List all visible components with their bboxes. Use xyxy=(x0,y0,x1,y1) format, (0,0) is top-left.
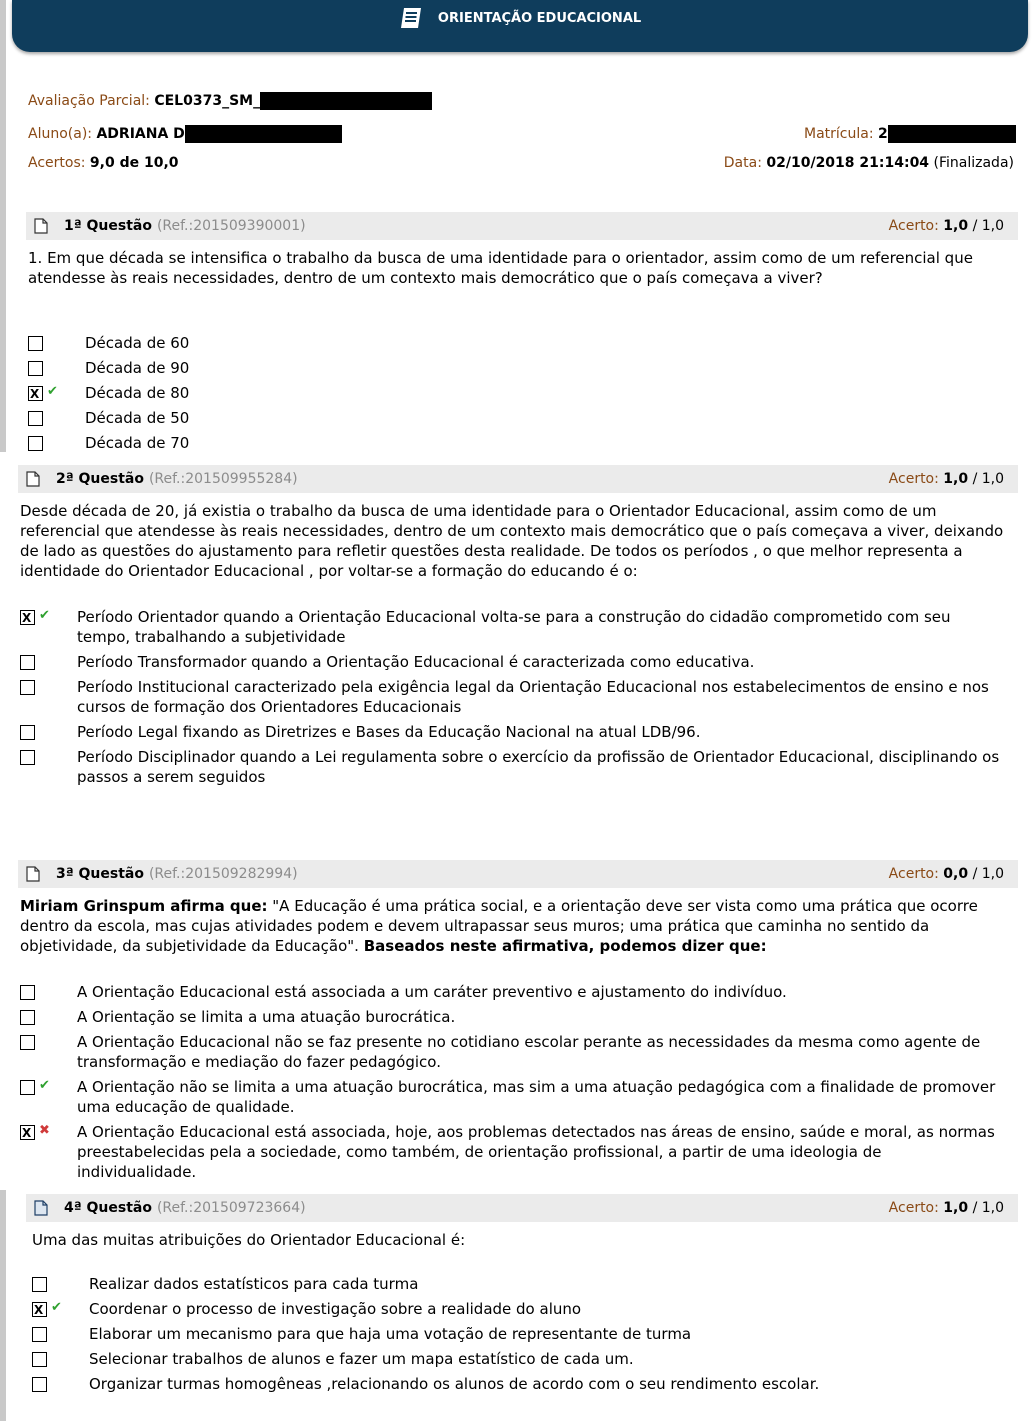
avaliacao-row xyxy=(28,92,432,110)
answer-option[interactable] xyxy=(32,1349,1007,1369)
answer-option-label: Coordenar o processo de investigação sobre a realidade do aluno xyxy=(89,1300,582,1318)
document-icon xyxy=(34,218,48,234)
answer-option[interactable] xyxy=(20,1032,1005,1072)
question-score: Acerto: 1,0 / 1,0 xyxy=(888,1200,1004,1216)
answer-option-label: Década de 60 xyxy=(85,334,190,352)
question-ref: (Ref.:201509282994) xyxy=(148,866,298,882)
status-text: (Finalizada) xyxy=(933,155,1014,171)
answer-option[interactable] xyxy=(20,747,1005,787)
answer-option[interactable] xyxy=(28,383,1003,403)
checked-checkbox[interactable] xyxy=(20,1125,35,1140)
checkbox[interactable] xyxy=(28,436,43,451)
question-ref: (Ref.:201509390001) xyxy=(156,218,306,234)
question-4-text: Uma das muitas atribuições do Orientador Educacional é: xyxy=(32,1231,466,1249)
aluno-value: ADRIANA D xyxy=(96,126,185,142)
acertos-label: Acertos: xyxy=(28,155,86,171)
answer-option-label: Elaborar um mecanismo para que haja uma votação de representante de turma xyxy=(89,1325,692,1343)
answer-option[interactable] xyxy=(28,333,1003,353)
document-icon xyxy=(26,471,40,487)
question-ref: (Ref.:201509723664) xyxy=(156,1200,306,1216)
checked-checkbox[interactable] xyxy=(28,386,43,401)
question-3-text: Miriam Grinspum afirma que: "A Educação é uma prática social, e a orientação deve ser vista como uma prática que ocorre dentro da escola, mas cujas atividades podem e devem ultrapassar seus muros; uma prática que caminha no sentido da objetividade, da subjetividade da Educação". Baseados neste afirmativa, podemos dizer que: xyxy=(20,897,978,955)
checkbox[interactable] xyxy=(20,985,35,1000)
answer-option-label: Década de 70 xyxy=(85,434,190,452)
answer-option[interactable] xyxy=(20,652,1005,672)
answer-option-label: Período Legal fixando as Diretrizes e Bases da Educação Nacional na atual LDB/96. xyxy=(77,723,701,741)
question-title: 4ª Questão (Ref.:201509723664) xyxy=(64,1200,306,1216)
aluno-label: Aluno(a): xyxy=(28,126,92,142)
answer-option-label: A Orientação Educacional está associada a um caráter preventivo e ajustamento do indivíduo. xyxy=(77,983,787,1001)
answer-option[interactable] xyxy=(20,1077,1005,1117)
redaction-bar xyxy=(260,92,432,110)
data-value: 02/10/2018 21:14:04 xyxy=(766,155,930,171)
wrong-x-icon: ✖ xyxy=(39,1123,50,1138)
question-title: 3ª Questão (Ref.:201509282994) xyxy=(56,866,298,882)
answer-option[interactable] xyxy=(32,1324,1007,1344)
question-4-header xyxy=(26,1194,1018,1222)
checkbox[interactable] xyxy=(20,750,35,765)
data-row xyxy=(724,155,1014,171)
correct-check-icon: ✔ xyxy=(39,1078,50,1093)
question-score: Acerto: 0,0 / 1,0 xyxy=(888,866,1004,882)
answer-option[interactable] xyxy=(28,358,1003,378)
answer-option-label: Período Institucional caracterizado pela exigência legal da Orientação Educacional nos estabelecimentos de ensino e nos cursos de formação dos Orientadores Educacionais xyxy=(77,678,989,716)
header-bar xyxy=(12,0,1028,52)
answer-option[interactable] xyxy=(32,1374,1007,1394)
checkbox[interactable] xyxy=(20,1035,35,1050)
document-icon xyxy=(34,1200,48,1216)
avaliacao-value: CEL0373_SM_ xyxy=(154,93,261,109)
document-icon xyxy=(26,866,40,882)
left-rule-top xyxy=(0,0,6,452)
answer-option-label: A Orientação não se limita a uma atuação burocrática, mas sim a uma atuação pedagógica com a finalidade de promover uma educação de qualidade. xyxy=(77,1078,996,1116)
answer-option[interactable] xyxy=(20,677,1005,717)
data-label: Data: xyxy=(723,155,762,171)
question-title: 1ª Questão (Ref.:201509390001) xyxy=(64,218,306,234)
checkbox[interactable] xyxy=(32,1327,47,1342)
question-3-options xyxy=(20,982,1005,1187)
answer-option-label: Período Disciplinador quando a Lei regulamenta sobre o exercício da profissão de Orientador Educacional, disciplinando os passos a serem seguidos xyxy=(77,748,1000,786)
answer-option-label: Década de 80 xyxy=(85,384,190,402)
matricula-value: 2 xyxy=(878,126,888,142)
acertos-row xyxy=(28,155,179,171)
answer-option-label: Realizar dados estatísticos para cada turma xyxy=(89,1275,419,1293)
redaction-bar xyxy=(888,125,1016,143)
answer-option[interactable] xyxy=(28,408,1003,428)
checked-checkbox[interactable] xyxy=(32,1302,47,1317)
question-score: Acerto: 1,0 / 1,0 xyxy=(888,471,1004,487)
answer-option[interactable] xyxy=(20,982,1005,1002)
checkbox[interactable] xyxy=(32,1352,47,1367)
checkbox[interactable] xyxy=(28,411,43,426)
question-2-options xyxy=(20,607,1005,792)
checkbox[interactable] xyxy=(28,361,43,376)
question-3-header xyxy=(18,860,1018,888)
redaction-bar xyxy=(185,125,342,143)
checkbox[interactable] xyxy=(32,1377,47,1392)
correct-check-icon: ✔ xyxy=(47,384,58,399)
aluno-row xyxy=(28,125,342,143)
answer-option-label: A Orientação se limita a uma atuação burocrática. xyxy=(77,1008,456,1026)
question-2-header xyxy=(18,465,1018,493)
left-rule-bottom xyxy=(0,1190,6,1421)
question-4-options xyxy=(32,1274,1007,1399)
question-score: Acerto: 1,0 / 1,0 xyxy=(888,218,1004,234)
checkbox[interactable] xyxy=(28,336,43,351)
matricula-row xyxy=(804,125,1016,143)
page-title: ORIENTAÇÃO EDUCACIONAL xyxy=(437,10,642,26)
question-1-header xyxy=(26,212,1018,240)
answer-option-label: A Orientação Educacional está associada, hoje, aos problemas detectados nas áreas de ensino, saúde e moral, as normas preestabelecidas pela a sociedade, como também, de orientação profissional, a partir de uma ideologia de individualidade. xyxy=(77,1123,995,1181)
checkbox[interactable] xyxy=(20,1010,35,1025)
question-title: 2ª Questão (Ref.:201509955284) xyxy=(56,471,298,487)
checked-checkbox[interactable] xyxy=(20,610,35,625)
correct-check-icon: ✔ xyxy=(39,608,50,623)
book-icon xyxy=(399,6,425,30)
answer-option[interactable] xyxy=(32,1274,1007,1294)
avaliacao-label: Avaliação Parcial: xyxy=(28,93,150,109)
checkbox[interactable] xyxy=(20,655,35,670)
checkbox[interactable] xyxy=(20,1080,35,1095)
answer-option[interactable] xyxy=(20,722,1005,742)
answer-option[interactable] xyxy=(20,1007,1005,1027)
checkbox[interactable] xyxy=(32,1277,47,1292)
question-ref: (Ref.:201509955284) xyxy=(148,471,298,487)
answer-option-label: Década de 50 xyxy=(85,409,190,427)
correct-check-icon: ✔ xyxy=(51,1300,62,1315)
question-1-text: 1. Em que década se intensifica o trabalho da busca de uma identidade para o orientador, assim como de um referencial que atendesse às reais necessidades, dentro de um contexto mais democrático que o país começava a viver? xyxy=(28,249,973,287)
answer-option[interactable] xyxy=(32,1299,1007,1319)
answer-option[interactable] xyxy=(28,433,1003,453)
answer-option-label: Organizar turmas homogêneas ,relacionando os alunos de acordo com o seu rendimento escolar. xyxy=(89,1375,820,1393)
checkbox[interactable] xyxy=(20,680,35,695)
answer-option-label: Período Transformador quando a Orientação Educacional é caracterizada como educativa. xyxy=(77,653,755,671)
matricula-label: Matrícula: xyxy=(804,126,874,142)
answer-option-label: Período Orientador quando a Orientação Educacional volta-se para a construção do cidadão comprometido com seu tempo, trabalhando a subjetividade xyxy=(77,608,951,646)
answer-option-label: A Orientação Educacional não se faz presente no cotidiano escolar perante as necessidades da mesma como agente de transformação e mediação do fazer pedagógico. xyxy=(77,1033,981,1071)
acertos-value: 9,0 de 10,0 xyxy=(89,155,179,171)
answer-option-label: Década de 90 xyxy=(85,359,190,377)
answer-option-label: Selecionar trabalhos de alunos e fazer um mapa estatístico de cada um. xyxy=(89,1350,634,1368)
answer-option[interactable] xyxy=(20,607,1005,647)
answer-option[interactable] xyxy=(20,1122,1005,1182)
question-2-text: Desde década de 20, já existia o trabalho da busca de uma identidade para o Orientador Educacional, assim como de um referencial que atendesse às reais necessidades, dentro de um contexto mais democrático que o país começava a viver, deixando de lado as questões do ajustamento para refletir questões desta realidade. De todos os períodos , o que melhor representa a identidade do Orientador Educacional , por voltar-se a formação do educando é o: xyxy=(20,502,1004,580)
question-1-options xyxy=(28,333,1003,458)
checkbox[interactable] xyxy=(20,725,35,740)
